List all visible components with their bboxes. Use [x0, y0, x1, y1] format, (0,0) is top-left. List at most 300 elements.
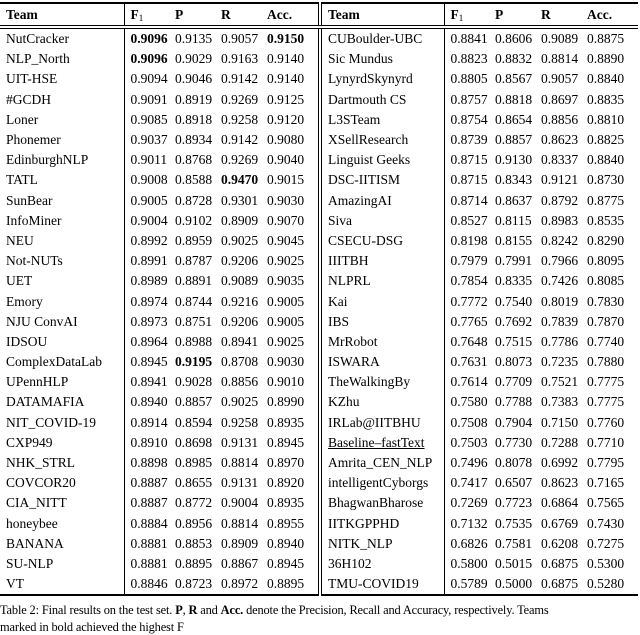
f1-value-cell: 0.8941: [130, 374, 168, 390]
accuracy-value-cell: 0.8840: [587, 152, 625, 168]
table-row: [0, 392, 318, 412]
table-row: [320, 453, 638, 473]
precision-value-cell: 0.8956: [175, 515, 213, 531]
accuracy-value-cell: 0.5300: [587, 555, 625, 571]
table-row: [0, 312, 318, 332]
f1-value-cell: 0.9011: [130, 152, 168, 168]
team-name-cell: CSECU-DSG: [320, 231, 444, 251]
f1-value-cell: 0.8841: [450, 31, 488, 47]
recall-value-cell: 0.9025: [221, 232, 259, 248]
table-row: [0, 191, 318, 211]
f1-value-cell: 0.6826: [450, 535, 488, 551]
table-row: [0, 413, 318, 433]
f1-value-cell: 0.7508: [450, 414, 488, 430]
recall-value-cell: 0.8708: [221, 354, 259, 370]
table-row: [0, 514, 318, 534]
precision-value-cell: 0.5000: [495, 576, 533, 592]
accuracy-value-cell: 0.9120: [267, 111, 305, 127]
team-name-cell: IBS: [320, 312, 444, 332]
recall-value-cell: 0.8909: [221, 212, 259, 228]
precision-value-cell: 0.7581: [495, 535, 533, 551]
recall-value-cell: 0.8983: [541, 212, 579, 228]
accuracy-value-cell: 0.9005: [267, 293, 305, 309]
accuracy-value-cell: 0.9080: [267, 132, 305, 148]
f1-value-cell: 0.7580: [450, 394, 488, 410]
f1-value-cell: 0.8715: [450, 152, 488, 168]
f1-value-cell: 0.7648: [450, 333, 488, 349]
team-name-cell: Loner: [0, 110, 124, 130]
recall-value-cell: 0.8856: [541, 111, 579, 127]
precision-value-cell: 0.6507: [495, 475, 533, 491]
team-name-cell: intelligentCyborgs: [320, 473, 444, 493]
precision-value-cell: 0.9029: [175, 51, 213, 67]
accuracy-value-cell: 0.5280: [587, 576, 625, 592]
precision-value-cell: 0.8588: [175, 172, 213, 188]
column-header-recall: R: [535, 3, 581, 27]
f1-value-cell: 0.8739: [450, 132, 488, 148]
team-name-cell: 36H102: [320, 554, 444, 574]
accuracy-value-cell: 0.8990: [267, 394, 305, 410]
precision-value-cell: 0.8567: [495, 71, 533, 87]
f1-value-cell: 0.7269: [450, 495, 488, 511]
recall-value-cell: 0.9206: [221, 253, 259, 269]
precision-value-cell: 0.8751: [175, 313, 213, 329]
recall-value-cell: 0.9258: [221, 111, 259, 127]
caption-text: ,: [182, 603, 189, 618]
accuracy-value-cell: 0.8935: [267, 414, 305, 430]
accuracy-value-cell: 0.9070: [267, 212, 305, 228]
recall-value-cell: 0.9089: [221, 273, 259, 289]
table-row: [0, 291, 318, 311]
f1-subscript: 1: [138, 12, 144, 23]
header-row: [0, 3, 318, 27]
precision-value-cell: 0.8698: [175, 434, 213, 450]
team-name-cell: XSellResearch: [320, 130, 444, 150]
caption-text: Table 2: Final results on the test set.: [0, 603, 176, 618]
table-row: [0, 49, 318, 69]
table-row: [320, 49, 638, 69]
table-row: [0, 453, 318, 473]
column-header-precision: P: [489, 3, 535, 27]
accuracy-value-cell: 0.9040: [267, 152, 305, 168]
team-name-cell: SU-NLP: [0, 554, 124, 574]
table-row: [320, 69, 638, 89]
team-name-cell: Dartmouth CS: [320, 90, 444, 110]
accuracy-value-cell: 0.7880: [587, 354, 625, 370]
precision-value-cell: 0.7904: [495, 414, 533, 430]
precision-value-cell: 0.7709: [495, 374, 533, 390]
accuracy-value-cell: 0.9030: [267, 192, 305, 208]
results-table-left: [0, 2, 318, 596]
accuracy-value-cell: 0.8875: [587, 31, 625, 47]
precision-value-cell: 0.9046: [175, 71, 213, 87]
team-name-cell: TATL: [0, 170, 124, 190]
f1-value-cell: 0.8823: [450, 51, 488, 67]
recall-value-cell: 0.9025: [221, 394, 259, 410]
precision-value-cell: 0.8115: [495, 212, 532, 228]
recall-value-cell: 0.9301: [221, 192, 259, 208]
f1-value-cell: 0.9091: [130, 91, 168, 107]
recall-value-cell: 0.9470: [221, 172, 259, 188]
recall-value-cell: 0.6864: [541, 495, 579, 511]
table-row: [0, 130, 318, 150]
table-row: [0, 90, 318, 110]
precision-value-cell: 0.7692: [495, 313, 533, 329]
accuracy-value-cell: 0.7775: [587, 394, 625, 410]
table-row: [320, 211, 638, 231]
f1-value-cell: 0.7765: [450, 313, 488, 329]
f1-value-cell: 0.8910: [130, 434, 168, 450]
team-name-cell: InfoMiner: [0, 211, 124, 231]
f1-label: F: [130, 6, 139, 22]
f1-value-cell: 0.8887: [130, 495, 168, 511]
precision-value-cell: 0.7723: [495, 495, 533, 511]
precision-value-cell: 0.8918: [175, 111, 213, 127]
team-name-cell: Amrita_CEN_NLP: [320, 453, 444, 473]
table-row: [0, 27, 318, 49]
accuracy-value-cell: 0.8970: [267, 455, 305, 471]
column-header-accuracy: Acc.: [581, 3, 638, 27]
table-row: [0, 150, 318, 170]
recall-value-cell: 0.9121: [541, 172, 579, 188]
table-row: [0, 554, 318, 574]
caption-text: denote the Precision, Recall and Accuracy, respectively. Teams: [243, 603, 549, 618]
table-row: [0, 110, 318, 130]
recall-value-cell: 0.9142: [221, 71, 259, 87]
f1-value-cell: 0.8754: [450, 111, 488, 127]
f1-value-cell: 0.8715: [450, 172, 488, 188]
f1-value-cell: 0.8974: [130, 293, 168, 309]
f1-value-cell: 0.7496: [450, 455, 488, 471]
table-row: [0, 170, 318, 190]
f1-value-cell: 0.9037: [130, 132, 168, 148]
f1-value-cell: 0.8991: [130, 253, 168, 269]
precision-value-cell: 0.8655: [175, 475, 213, 491]
recall-value-cell: 0.9089: [541, 31, 579, 47]
header-row: [320, 3, 638, 27]
table-row: [0, 332, 318, 352]
recall-value-cell: 0.8814: [541, 51, 579, 67]
precision-value-cell: 0.7730: [495, 434, 533, 450]
precision-value-cell: 0.8787: [175, 253, 213, 269]
f1-value-cell: 0.9085: [130, 111, 168, 127]
team-name-cell: IDSOU: [0, 332, 124, 352]
table-row: [320, 251, 638, 271]
team-name-cell: AmazingAI: [320, 191, 444, 211]
column-header-team: Team: [0, 3, 124, 27]
accuracy-value-cell: 0.9140: [267, 51, 305, 67]
team-name-cell: #GCDH: [0, 90, 124, 110]
recall-value-cell: 0.8972: [221, 576, 259, 592]
table-row: [320, 90, 638, 110]
team-name-cell: NITK_NLP: [320, 534, 444, 554]
team-name-cell: Baseline–fastText: [320, 433, 444, 453]
f1-value-cell: 0.8527: [450, 212, 488, 228]
f1-value-cell: 0.9008: [130, 172, 168, 188]
table-row: [0, 372, 318, 392]
recall-value-cell: 0.9142: [221, 132, 259, 148]
recall-value-cell: 0.8941: [221, 333, 259, 349]
recall-value-cell: 0.6992: [541, 455, 579, 471]
team-name-cell: ISWARA: [320, 352, 444, 372]
recall-value-cell: 0.9131: [221, 475, 259, 491]
accuracy-value-cell: 0.9150: [267, 31, 305, 47]
table-row: [320, 413, 638, 433]
f1-value-cell: 0.8757: [450, 91, 488, 107]
f1-value-cell: 0.8992: [130, 232, 168, 248]
table-row: [320, 191, 638, 211]
precision-value-cell: 0.9195: [175, 354, 213, 370]
f1-value-cell: 0.8945: [130, 354, 168, 370]
accuracy-value-cell: 0.8840: [587, 71, 625, 87]
table-row: [0, 352, 318, 372]
f1-value-cell: 0.7417: [450, 475, 488, 491]
precision-value-cell: 0.8637: [495, 192, 533, 208]
recall-value-cell: 0.8856: [221, 374, 259, 390]
accuracy-value-cell: 0.9005: [267, 313, 305, 329]
recall-value-cell: 0.9163: [221, 51, 259, 67]
accuracy-value-cell: 0.9045: [267, 232, 305, 248]
team-name-cell: LynyrdSkynyrd: [320, 69, 444, 89]
f1-value-cell: 0.7979: [450, 253, 488, 269]
accuracy-value-cell: 0.9010: [267, 374, 305, 390]
accuracy-value-cell: 0.9030: [267, 354, 305, 370]
precision-value-cell: 0.8959: [175, 232, 213, 248]
table-row: [320, 352, 638, 372]
table-row: [0, 271, 318, 291]
precision-value-cell: 0.8078: [495, 455, 533, 471]
f1-value-cell: 0.9096: [130, 31, 168, 47]
team-name-cell: TheWalkingBy: [320, 372, 444, 392]
f1-value-cell: 0.9005: [130, 192, 168, 208]
f1-value-cell: 0.7854: [450, 273, 488, 289]
table-row: [320, 291, 638, 311]
precision-value-cell: 0.8744: [175, 293, 213, 309]
accuracy-value-cell: 0.9025: [267, 333, 305, 349]
f1-value-cell: 0.8884: [130, 515, 168, 531]
accuracy-value-cell: 0.7565: [587, 495, 625, 511]
precision-value-cell: 0.8728: [175, 192, 213, 208]
recall-value-cell: 0.7839: [541, 313, 579, 329]
team-name-cell: MrRobot: [320, 332, 444, 352]
accuracy-value-cell: 0.8835: [587, 91, 625, 107]
table-row: [320, 433, 638, 453]
table-row: [320, 271, 638, 291]
precision-value-cell: 0.8073: [495, 354, 533, 370]
precision-value-cell: 0.8853: [175, 535, 213, 551]
recall-value-cell: 0.7150: [541, 414, 579, 430]
column-header-precision: P: [169, 3, 215, 27]
team-name-cell: Siva: [320, 211, 444, 231]
precision-value-cell: 0.8857: [175, 394, 213, 410]
accuracy-value-cell: 0.7740: [587, 333, 625, 349]
table-row: [0, 433, 318, 453]
f1-value-cell: 0.8914: [130, 414, 168, 430]
team-name-cell: KZhu: [320, 392, 444, 412]
precision-value-cell: 0.8818: [495, 91, 533, 107]
team-name-cell: COVCOR20: [0, 473, 124, 493]
recall-value-cell: 0.9004: [221, 495, 259, 511]
precision-value-cell: 0.8768: [175, 152, 213, 168]
results-tables: [0, 2, 640, 596]
recall-value-cell: 0.8697: [541, 91, 579, 107]
table-row: [0, 534, 318, 554]
team-name-cell: CIA_NITT: [0, 493, 124, 513]
recall-value-cell: 0.8623: [541, 475, 579, 491]
accuracy-value-cell: 0.8945: [267, 434, 305, 450]
results-table-right: [318, 2, 638, 596]
table-row: [320, 332, 638, 352]
accuracy-value-cell: 0.8890: [587, 51, 625, 67]
accuracy-value-cell: 0.7710: [587, 434, 625, 450]
table-caption: [0, 602, 640, 635]
accuracy-value-cell: 0.7795: [587, 455, 625, 471]
accuracy-value-cell: 0.8290: [587, 232, 625, 248]
recall-value-cell: 0.8909: [221, 535, 259, 551]
precision-value-cell: 0.8857: [495, 132, 533, 148]
team-name-cell: DATAMAFIA: [0, 392, 124, 412]
accuracy-value-cell: 0.8535: [587, 212, 625, 228]
table-row: [320, 493, 638, 513]
table-row: [0, 211, 318, 231]
team-name-cell: TMU-COVID19: [320, 574, 444, 595]
accuracy-value-cell: 0.8945: [267, 555, 305, 571]
precision-value-cell: 0.7535: [495, 515, 533, 531]
accuracy-value-cell: 0.7275: [587, 535, 625, 551]
recall-value-cell: 0.8623: [541, 132, 579, 148]
f1-value-cell: 0.8964: [130, 333, 168, 349]
recall-value-cell: 0.9258: [221, 414, 259, 430]
precision-value-cell: 0.8343: [495, 172, 533, 188]
team-name-cell: L3STeam: [320, 110, 444, 130]
team-name-cell: Not-NUTs: [0, 251, 124, 271]
team-name-cell: Phonemer: [0, 130, 124, 150]
precision-value-cell: 0.8594: [175, 414, 213, 430]
recall-value-cell: 0.8792: [541, 192, 579, 208]
column-header-f1: [444, 3, 489, 27]
recall-value-cell: 0.7288: [541, 434, 579, 450]
precision-value-cell: 0.8723: [175, 576, 213, 592]
accuracy-value-cell: 0.8810: [587, 111, 625, 127]
precision-value-cell: 0.8832: [495, 51, 533, 67]
precision-value-cell: 0.9130: [495, 152, 533, 168]
precision-value-cell: 0.7515: [495, 333, 533, 349]
table-row: [0, 69, 318, 89]
f1-value-cell: 0.7503: [450, 434, 488, 450]
accuracy-value-cell: 0.8940: [267, 535, 305, 551]
recall-value-cell: 0.7966: [541, 253, 579, 269]
recall-value-cell: 0.8867: [221, 555, 259, 571]
team-name-cell: NIT_COVID-19: [0, 413, 124, 433]
recall-value-cell: 0.8814: [221, 455, 259, 471]
column-header-f1: [124, 3, 169, 27]
team-name-cell: NEU: [0, 231, 124, 251]
accuracy-value-cell: 0.8920: [267, 475, 305, 491]
table-row: [320, 170, 638, 190]
recall-value-cell: 0.6769: [541, 515, 579, 531]
precision-value-cell: 0.7540: [495, 293, 533, 309]
column-header-team: Team: [320, 3, 444, 27]
precision-value-cell: 0.8654: [495, 111, 533, 127]
recall-value-cell: 0.8019: [541, 293, 579, 309]
table-row: [320, 514, 638, 534]
team-name-cell: IIITBH: [320, 251, 444, 271]
accuracy-value-cell: 0.8825: [587, 132, 625, 148]
f1-value-cell: 0.8940: [130, 394, 168, 410]
table-row: [320, 27, 638, 49]
table-row: [320, 554, 638, 574]
caption-text: and: [197, 603, 221, 618]
precision-value-cell: 0.8988: [175, 333, 213, 349]
team-name-cell: ComplexDataLab: [0, 352, 124, 372]
f1-value-cell: 0.8846: [130, 576, 168, 592]
accuracy-value-cell: 0.9140: [267, 71, 305, 87]
recall-value-cell: 0.7426: [541, 273, 579, 289]
table-row: [320, 130, 638, 150]
caption-line-1: [0, 602, 640, 619]
team-name-cell: Linguist Geeks: [320, 150, 444, 170]
table-row: [0, 574, 318, 595]
accuracy-value-cell: 0.8935: [267, 495, 305, 511]
accuracy-value-cell: 0.7430: [587, 515, 625, 531]
precision-value-cell: 0.8772: [175, 495, 213, 511]
precision-value-cell: 0.8934: [175, 132, 213, 148]
f1-value-cell: 0.8805: [450, 71, 488, 87]
team-name-cell: UIT-HSE: [0, 69, 124, 89]
recall-value-cell: 0.7235: [541, 354, 579, 370]
caption-line-2-clipped: marked in bold achieved the highest F: [0, 619, 184, 634]
f1-subscript: 1: [458, 12, 464, 23]
table-row: [320, 110, 638, 130]
team-name-cell: SunBear: [0, 191, 124, 211]
team-name-cell: IITKGPPHD: [320, 514, 444, 534]
table-row: [320, 312, 638, 332]
f1-value-cell: 0.8898: [130, 455, 168, 471]
f1-value-cell: 0.9004: [130, 212, 168, 228]
recall-value-cell: 0.9269: [221, 91, 259, 107]
column-header-recall: R: [215, 3, 261, 27]
team-name-cell: NutCracker: [0, 27, 124, 49]
team-name-cell: NLPRL: [320, 271, 444, 291]
recall-value-cell: 0.9269: [221, 152, 259, 168]
precision-value-cell: 0.8155: [495, 232, 533, 248]
f1-value-cell: 0.7631: [450, 354, 488, 370]
accuracy-value-cell: 0.8730: [587, 172, 625, 188]
team-name-cell: Sic Mundus: [320, 49, 444, 69]
recall-value-cell: 0.8814: [221, 515, 259, 531]
recall-value-cell: 0.9216: [221, 293, 259, 309]
accuracy-value-cell: 0.9035: [267, 273, 305, 289]
team-name-cell: BANANA: [0, 534, 124, 554]
f1-value-cell: 0.5800: [450, 555, 488, 571]
table-row: [320, 574, 638, 595]
table-row: [320, 473, 638, 493]
team-name-cell: BhagwanBharose: [320, 493, 444, 513]
f1-value-cell: 0.8989: [130, 273, 168, 289]
table-row: [320, 231, 638, 251]
precision-value-cell: 0.7788: [495, 394, 533, 410]
precision-value-cell: 0.9135: [175, 31, 213, 47]
f1-value-cell: 0.8973: [130, 313, 168, 329]
f1-value-cell: 0.7772: [450, 293, 488, 309]
f1-label: F: [450, 6, 459, 22]
recall-value-cell: 0.7383: [541, 394, 579, 410]
recall-value-cell: 0.9131: [221, 434, 259, 450]
team-name-cell: UET: [0, 271, 124, 291]
table-row: [0, 473, 318, 493]
team-name-cell: DSC-IITISM: [320, 170, 444, 190]
table-row: [0, 493, 318, 513]
